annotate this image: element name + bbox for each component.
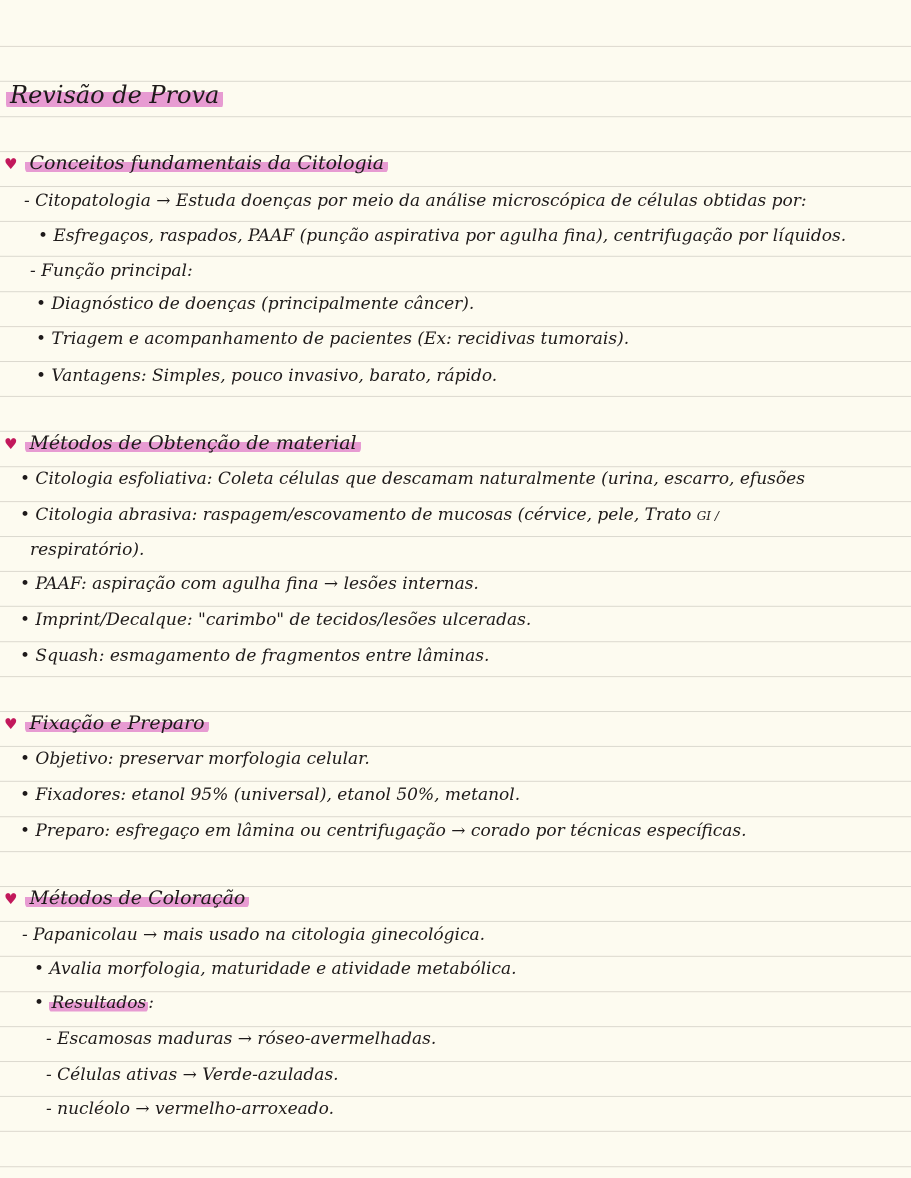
section-heading-conceitos (4, 151, 388, 176)
text-line: - Função principal: (30, 261, 193, 281)
text-segment: • Citologia abrasiva: raspagem/escovamento de mucosas (cérvice, pele, Trato (20, 505, 692, 525)
section-heading-text: Métodos de Coloração (25, 887, 249, 909)
bullet: • (34, 993, 50, 1013)
resultados-label: Resultados (51, 993, 147, 1013)
resultados-colon: : (148, 993, 154, 1013)
text-line: - nucléolo → vermelho-arroxeado. (46, 1099, 334, 1119)
text-line: • Fixadores: etanol 95% (universal), etanol 50%, metanol. (20, 785, 521, 805)
text-line: • Triagem e acompanhamento de pacientes (Ex: recidivas tumorais). (36, 329, 630, 349)
text-line (20, 504, 719, 527)
heart-icon: ♥ (4, 715, 18, 733)
section-heading-fixacao (4, 711, 209, 736)
page-title: Revisão de Prova (6, 80, 223, 110)
section-heading-text: Métodos de Obtenção de material (25, 432, 360, 454)
text-line: - Células ativas → Verde-azuladas. (46, 1065, 339, 1085)
heart-icon: ♥ (4, 890, 18, 908)
text-line: • Vantagens: Simples, pouco invasivo, barato, rápido. (36, 366, 498, 386)
text-line: • Avalia morfologia, maturidade e atividade metabólica. (34, 959, 517, 979)
heart-icon: ♥ (4, 155, 18, 173)
text-line: respiratório). (30, 540, 145, 560)
text-line: • Imprint/Decalque: "carimbo" de tecidos/lesões ulceradas. (20, 610, 532, 630)
section-heading-coloracao (4, 886, 249, 911)
text-line: • PAAF: aspiração com agulha fina → lesões internas. (20, 574, 479, 594)
text-line: - Escamosas maduras → róseo-avermelhadas. (46, 1029, 437, 1049)
text-line: • Squash: esmagamento de fragmentos entre lâminas. (20, 646, 490, 666)
section-heading-text: Conceitos fundamentais da Citologia (25, 152, 388, 174)
text-line: - Papanicolau → mais usado na citologia ginecológica. (22, 925, 486, 945)
section-heading-text: Fixação e Preparo (25, 712, 208, 734)
gi-label: GI / (696, 509, 719, 523)
section-heading-metodos-obtencao (4, 431, 361, 456)
text-line: • Preparo: esfregaço em lâmina ou centrifugação → corado por técnicas específicas. (20, 821, 747, 841)
text-line: • Citologia esfoliativa: Coleta células que descamam naturalmente (urina, escarro, efusões (20, 469, 805, 489)
text-line: - Citopatologia → Estuda doenças por meio da análise microscópica de células obtidas por: (24, 191, 807, 211)
text-line: • Esfregaços, raspados, PAAF (punção aspirativa por agulha fina), centrifugação por líquidos. (38, 226, 847, 246)
text-line (34, 992, 154, 1014)
text-line: • Objetivo: preservar morfologia celular. (20, 749, 370, 769)
text-line: • Diagnóstico de doenças (principalmente câncer). (36, 294, 475, 314)
heart-icon: ♥ (4, 435, 18, 453)
